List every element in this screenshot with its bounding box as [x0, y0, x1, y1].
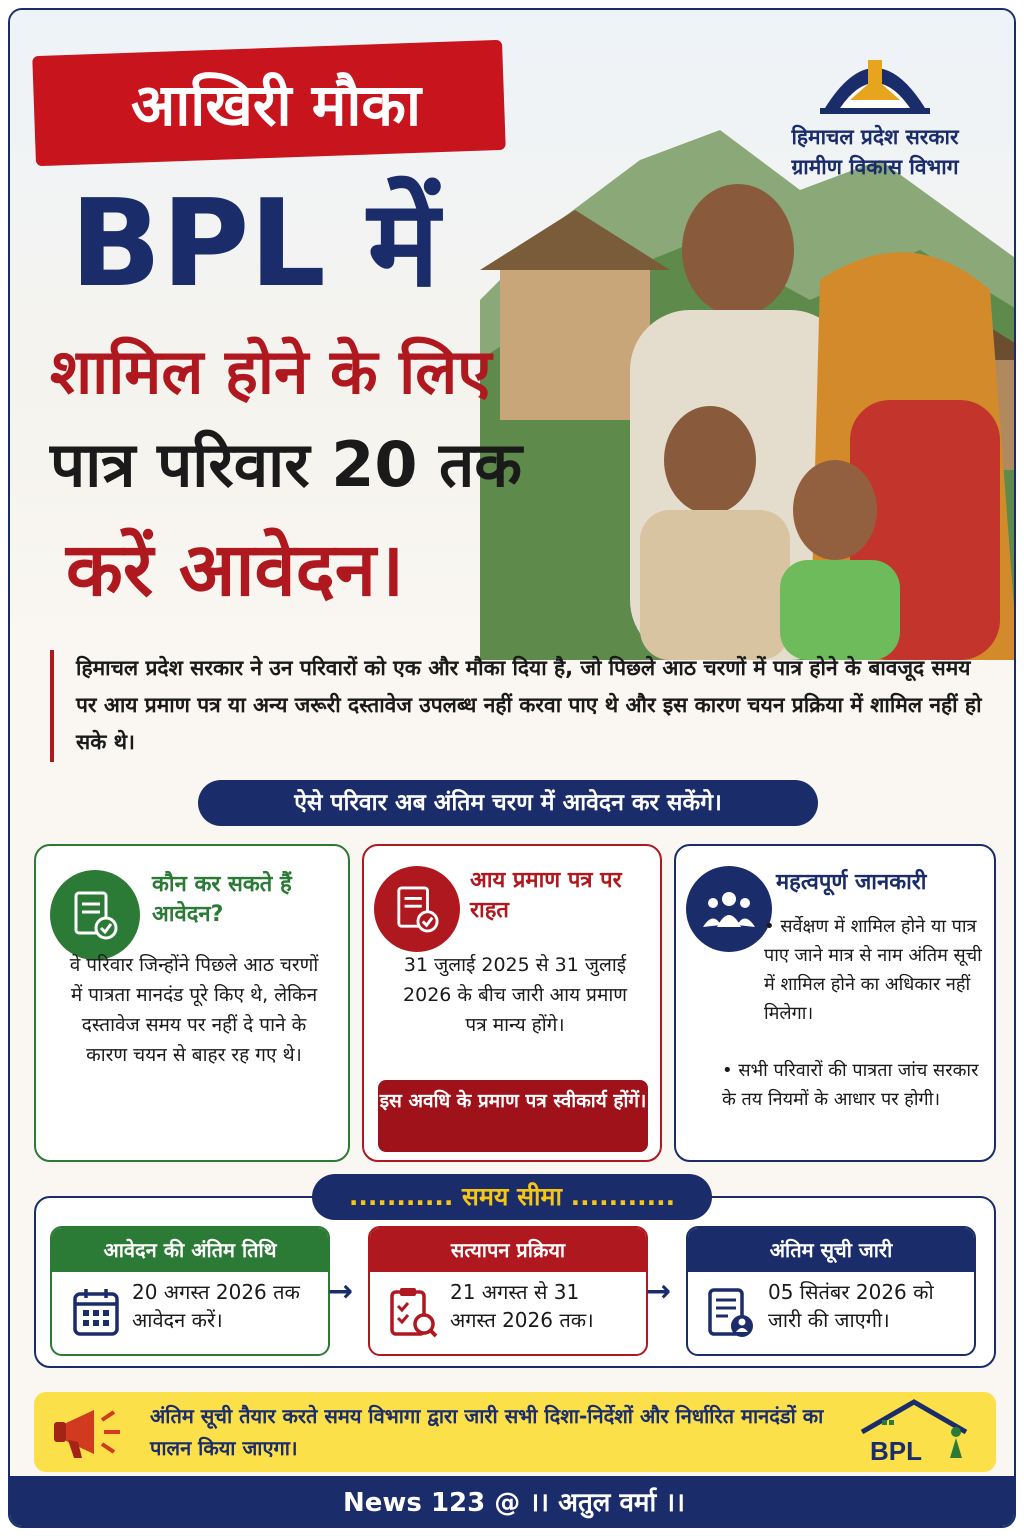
info-bullet-2: • सभी परिवारों की पात्रता जांच सरकार के तय नियमों के आधार पर होगी। — [722, 1060, 979, 1110]
step-text: 05 सितंबर 2026 को जारी की जाएगी। — [768, 1280, 934, 1332]
poster — [8, 8, 1016, 1528]
important-info-card — [674, 844, 996, 1162]
headline-line-4: करें आवेदन। — [66, 527, 405, 613]
eligibility-title: कौन कर सकते हैं आवेदन? — [152, 872, 292, 927]
eligibility-card — [34, 844, 350, 1162]
arrow-right-icon: → — [646, 1274, 672, 1309]
step-text: 20 अगस्त 2026 तक आवेदन करें। — [132, 1280, 300, 1332]
headline-bpl: BPL में — [70, 175, 440, 314]
people-group-icon — [686, 866, 772, 952]
notice-text: अंतिम सूची तैयार करते समय विभागा द्वारा जारी सभी दिशा-निर्देशों और निर्धारित मानदंडों का पालन किया जाएगा। — [150, 1404, 824, 1460]
income-certificate-card — [362, 844, 662, 1162]
eligibility-body: वे परिवार जिन्होंने पिछले आठ चरणों में पात्रता मानदंड पूरे किए थे, लेकिन दस्तावेज समय पर नहीं दे पाने के कारण चयन से बाहर रह गए थे। — [69, 954, 319, 1066]
last-chance-banner: आखिरी मौका — [131, 71, 421, 139]
step-final-list — [686, 1226, 976, 1356]
accepted-period-highlight: इस अवधि के प्रमाण पत्र स्वीकार्य होंगें। — [378, 1080, 648, 1152]
headline-line-3: पात्र परिवार 20 तक — [50, 428, 523, 501]
dept-line-2: ग्रामीण विकास विभाग — [791, 155, 959, 179]
footer-credit: News 123 @ ।। अतुल वर्मा ।। — [10, 1476, 1016, 1528]
step-last-date — [50, 1226, 330, 1356]
department-name — [750, 122, 1000, 182]
calendar-icon — [72, 1286, 120, 1338]
intro-paragraph: हिमाचल प्रदेश सरकार ने उन परिवारों को एक और मौका दिया है, जो पिछले आठ चरणों में पात्र होने के बावजूद समय पर आय प्रमाण पत्र या अन्य जरूरी दस्तावेज उपलब्ध नहीं करवा पाए थे और इस कारण चयन प्रक्रिया में शामिल नहीं हो सके थे। — [50, 650, 990, 762]
income-body: 31 जुलाई 2025 से 31 जुलाई 2026 के बीच जारी आय प्रमाण पत्र मान्य होंगे। — [403, 954, 627, 1036]
timeline-heading: ........... समय सीमा ........... — [312, 1174, 712, 1220]
notice-bar — [34, 1392, 996, 1472]
info-bullet-1: • सर्वेक्षण में शामिल होने या पात्र पाए जाने मात्र से नाम अंतिम सूची में शामिल होने का अधिकार नहीं मिलेगा। — [764, 916, 982, 1024]
bpl-logo-text: BPL — [870, 1436, 922, 1466]
step-title: आवेदन की अंतिम तिथि — [52, 1228, 328, 1272]
document-check-icon — [50, 870, 140, 960]
arrow-right-icon: → — [328, 1274, 354, 1309]
income-title: आय प्रमाण पत्र पर राहत — [470, 868, 622, 923]
megaphone-icon — [50, 1402, 126, 1462]
bpl-house-logo — [852, 1398, 982, 1468]
dept-line-1: हिमाचल प्रदेश सरकार — [791, 125, 959, 149]
clipboard-search-icon — [388, 1286, 438, 1340]
important-info-title: महत्वपूर्ण जानकारी — [776, 870, 927, 895]
step-text: 21 अगस्त से 31 अगस्त 2026 तक। — [450, 1280, 594, 1332]
final-phase-pill: ऐसे परिवार अब अंतिम चरण में आवेदन कर सकेंगे। — [198, 780, 818, 826]
headline-line-2: शामिल होने के लिए — [50, 335, 492, 408]
step-verification — [368, 1226, 648, 1356]
document-user-icon — [706, 1286, 756, 1340]
step-title: सत्यापन प्रक्रिया — [370, 1228, 646, 1272]
govt-emblem-logo — [820, 38, 930, 118]
certificate-check-icon — [374, 866, 460, 952]
step-title: अंतिम सूची जारी — [688, 1228, 974, 1272]
